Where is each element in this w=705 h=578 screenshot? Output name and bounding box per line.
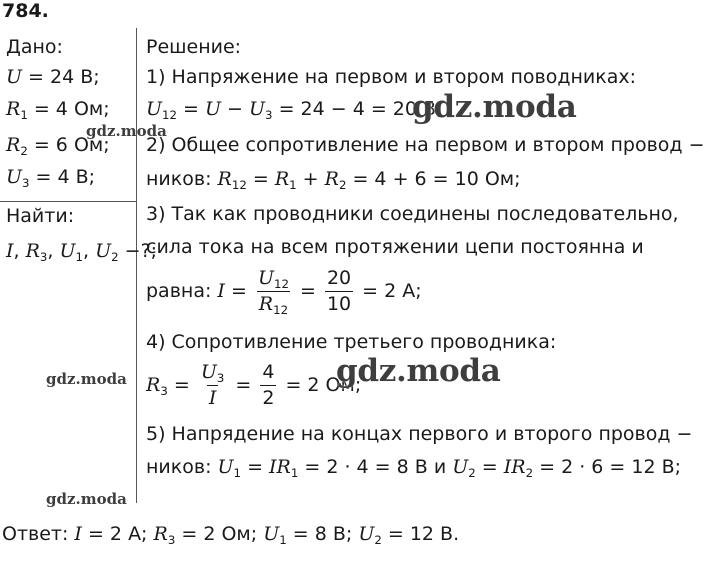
step3-formula: равна: I = $\frac{U_{12}}{R_{12}}$ = $\frac{20}{10}$ = 2 А; [146,267,422,317]
step4-fraction-1: $\frac{U_3}{I}$ [200,361,225,409]
step1-text: 1) Напряжение на первом и втором поводниках: [146,66,637,88]
given-item-u3: $U_3 = 4$ В; [6,166,96,191]
step4-text: 4) Сопротивление третьего проводника: [146,331,557,353]
find-title: Найти: [6,205,75,227]
given-item-r1: $R_1 = 4$ Ом; [6,98,110,123]
given-title: Дано: [6,36,63,58]
step3-line1: 3) Так как проводники соединены последовательно, [146,203,679,225]
find-expression: I, $R_3$, $U_1$, $U_2$ −?; [6,240,158,265]
given-item-r2: $R_2 = 6$ Ом; [6,134,110,159]
step4-fraction-2: $\frac{4}{2}$ [262,361,275,409]
given-divider-vertical [136,28,137,503]
answer-line: Ответ: I = 2 А; $R_3 = 2$ Ом; $U_1 = 8$ В; $U_2 = 12$ В. [2,523,460,548]
step5-text: 5) Напрядение на концах первого и второго провод − [146,423,693,445]
step2-formula: ников: $R_{12} = R_1 + R_2 = 4 + 6 = 10$ Ом; [146,168,521,193]
given-item-u: U = 24 В; [6,66,100,88]
watermark-text: gdz.moda [46,370,127,388]
watermark-text: gdz.moda [86,122,167,140]
step2-text: 2) Общее сопротивление на первом и втором провод − [146,134,705,156]
step4-formula: $R_3$ = $\frac{U_3}{I}$ = $\frac{4}{2}$ = 2 Ом; [146,361,362,409]
watermark-text: gdz.moda [46,490,127,508]
step3-line2: сила тока на всем протяжении цепи постоянна и [146,236,644,258]
step3-fraction-2: $\frac{20}{10}$ [326,267,352,315]
given-divider-horizontal [0,201,136,202]
watermark-logo: gdz.moda [412,89,577,125]
step5-formula: ников: $U_1 = IR_1 = 2 \cdot 4 = 8$ В и $U_2 = IR_2 = 2 \cdot 6 = 12$ В; [146,456,682,481]
watermark-logo: gdz.moda [336,353,501,389]
step1-formula: $U_{12} = U - U_3 = 24 - 4 = 20$ В; [146,98,443,123]
solution-title: Решение: [146,36,242,58]
problem-number: 784. [2,0,49,22]
step3-fraction-1: $\frac{U_{12}}{R_{12}}$ [257,267,289,317]
